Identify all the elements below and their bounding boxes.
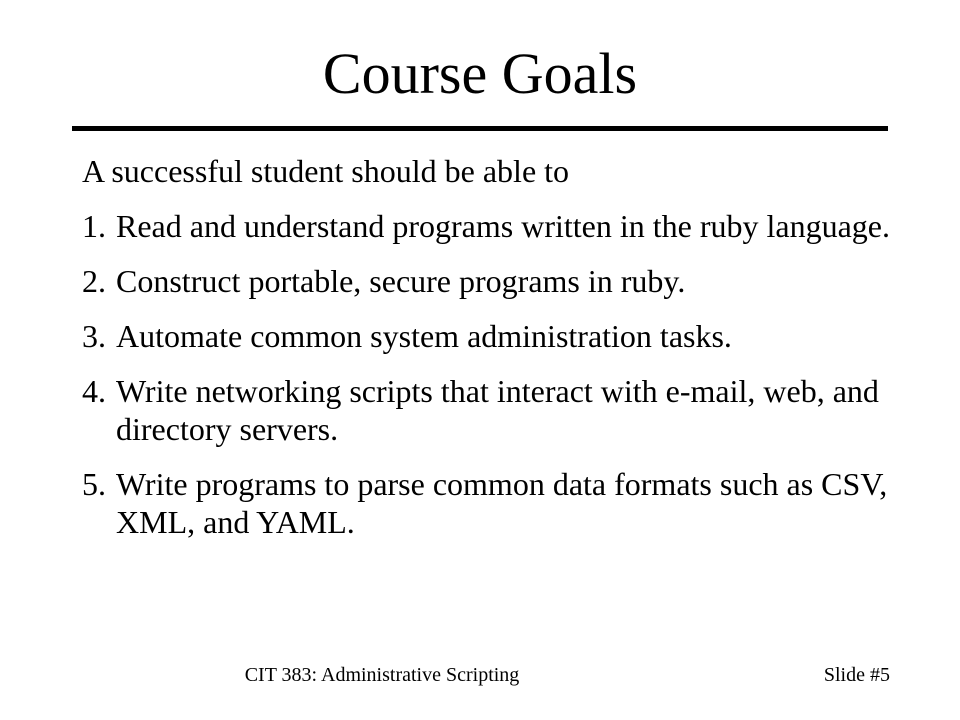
goal-text: Read and understand programs written in the ruby language. [116, 208, 890, 244]
footer-slide-number: Slide #5 [823, 664, 890, 686]
goal-number: 5. [82, 466, 106, 502]
goal-item-5 [82, 465, 912, 541]
goal-text: Write networking scripts that interact with e-mail, web, and directory servers. [116, 373, 879, 447]
goal-number: 1. [82, 208, 106, 244]
goal-item-4 [82, 372, 912, 448]
goal-number: 4. [82, 373, 106, 409]
slide-body [82, 152, 912, 558]
goal-text: Construct portable, secure programs in ruby. [116, 263, 686, 299]
footer-course-title: CIT 383: Administrative Scripting [244, 664, 520, 686]
goal-text: Write programs to parse common data formats such as CSV, XML, and YAML. [116, 466, 888, 540]
goal-number: 3. [82, 318, 106, 354]
intro-text: A successful student should be able to [82, 153, 570, 189]
goal-number: 2. [82, 263, 106, 299]
title-underline [72, 126, 888, 131]
goal-item-2 [82, 262, 912, 300]
goal-item-1 [82, 207, 912, 245]
goal-item-3 [82, 317, 912, 355]
slide-title: Course Goals [322, 41, 638, 106]
goal-text: Automate common system administration tasks. [116, 318, 732, 354]
